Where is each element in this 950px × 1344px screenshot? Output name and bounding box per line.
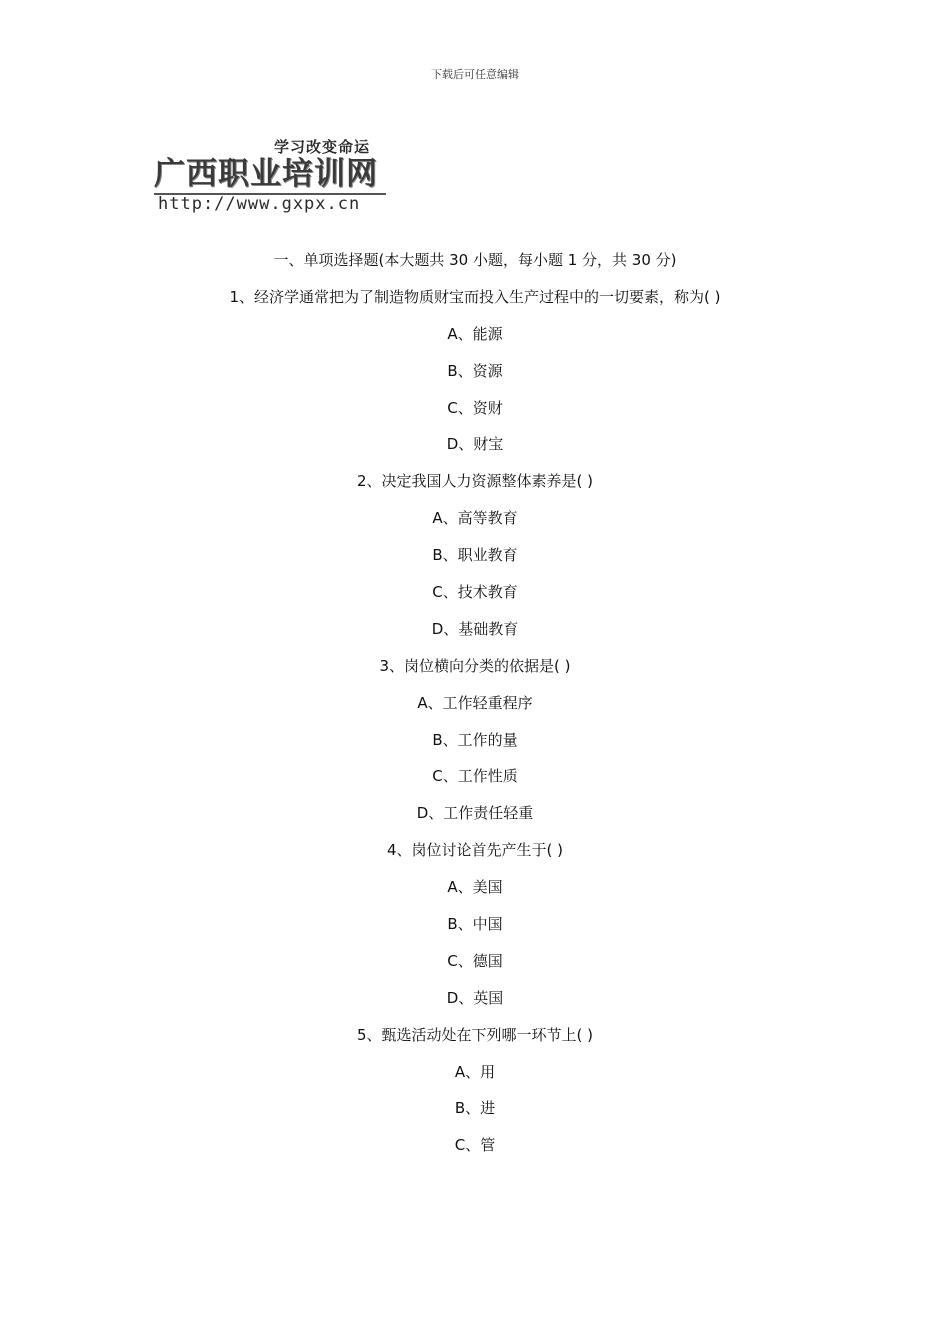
logo-name: 广西职业培训网 <box>154 156 378 192</box>
question-option: B、工作的量 <box>432 730 518 749</box>
question-stem: 5、甄选活动处在下列哪一环节上( ) <box>356 1025 594 1044</box>
question-option: C、资财 <box>447 398 503 417</box>
question-option: B、中国 <box>447 915 503 934</box>
question-option: C、工作性质 <box>432 767 518 786</box>
section-title: 一、单项选择题(本大题共 30 小题，每小题 1 分，共 30 分) <box>273 251 677 269</box>
question-option: C、德国 <box>447 951 503 970</box>
question-option: D、工作责任轻重 <box>416 804 534 823</box>
page-header-note: 下载后可任意编辑 <box>431 68 519 81</box>
question-option: D、财宝 <box>446 435 504 454</box>
question-option: A、能源 <box>447 324 503 343</box>
question-stem: 4、岗位讨论首先产生于( ) <box>386 841 564 860</box>
question-stem: 3、岗位横向分类的依据是( ) <box>379 656 571 675</box>
question-option: B、职业教育 <box>432 546 518 565</box>
question-option: B、进 <box>454 1099 496 1118</box>
question-option: D、基础教育 <box>431 619 519 638</box>
logo-url: http://www.gxpx.cn <box>158 194 361 214</box>
question-option: D、英国 <box>446 988 504 1007</box>
question-stem: 2、决定我国人力资源整体素养是( ) <box>356 472 594 491</box>
logo-slogan: 学习改变命运 <box>274 138 371 156</box>
site-logo <box>152 134 392 218</box>
question-option: A、高等教育 <box>432 509 518 528</box>
question-stem: 1、经济学通常把为了制造物质财宝而投入生产过程中的一切要素，称为( ) <box>229 287 721 306</box>
exam-content <box>0 248 950 1170</box>
question-option: C、管 <box>454 1136 496 1155</box>
question-option: C、技术教育 <box>432 583 518 602</box>
question-option: B、资源 <box>447 361 503 380</box>
question-option: A、用 <box>454 1062 496 1081</box>
question-option: A、美国 <box>447 878 503 897</box>
question-option: A、工作轻重程序 <box>417 693 533 712</box>
